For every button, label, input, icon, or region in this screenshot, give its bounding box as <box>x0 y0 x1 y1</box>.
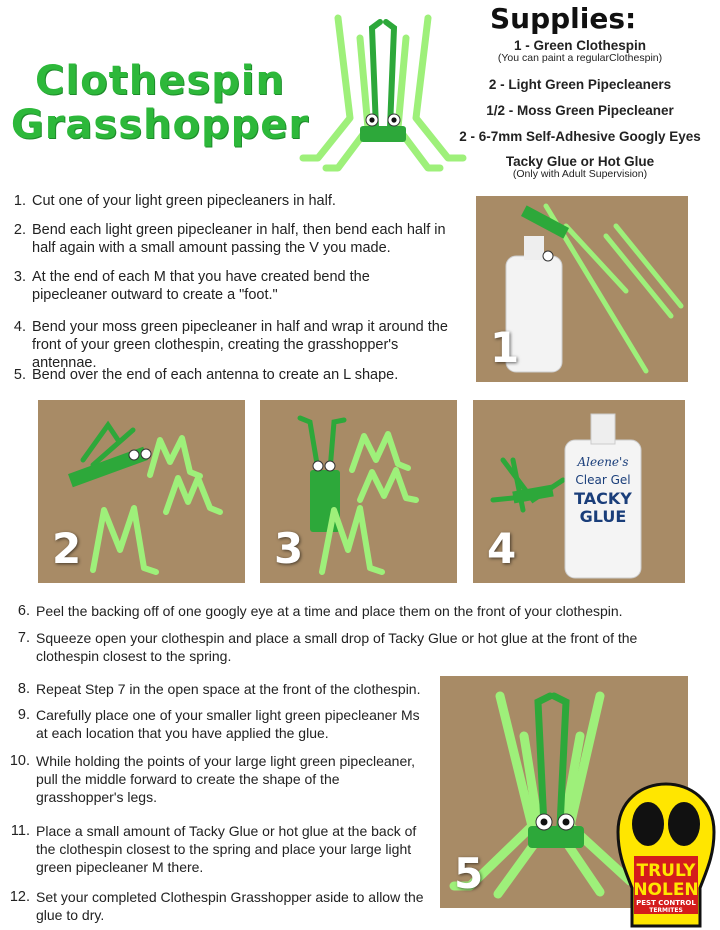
photo-step-2 <box>38 400 245 583</box>
svg-text:PEST CONTROL: PEST CONTROL <box>636 899 696 907</box>
svg-text:GLUE: GLUE <box>579 507 627 526</box>
step-badge-1: 1 <box>490 323 520 372</box>
supplies-heading: Supplies: <box>490 2 637 35</box>
step-2: 2. Bend each light green pipecleaner in half, then bend each half in half again with a small amount passing the V you made. <box>13 222 446 256</box>
supply-item-googly-eyes: 2 - 6-7mm Self-Adhesive Googly Eyes <box>459 129 701 144</box>
step-9: 9. Carefully place one of your smaller light green pipecleaner Ms at each location that you have applied the glue. <box>17 707 420 741</box>
supply-item-pipecleaners: 2 - Light Green Pipecleaners <box>488 77 672 92</box>
photo-step-1 <box>476 196 688 382</box>
step-11: 11. Place a small amount of Tacky Glue or hot glue at the back of the clothespin closest to the spring and place your large light green pipecleaner M there. <box>10 823 417 875</box>
svg-text:Clear Gel: Clear Gel <box>575 473 631 487</box>
step-6: 6. Peel the backing off of one googly eye at a time and place them on the front of your clothespin. <box>17 603 623 619</box>
step-10: 10. While holding the points of your large light green pipecleaner, pull the middle forward to create the shape of the grasshopper's legs. <box>9 753 416 805</box>
step-badge-2: 2 <box>52 524 82 573</box>
svg-text:NOLEN: NOLEN <box>633 880 699 900</box>
step-5: 5. Bend over the end of each antenna to create an L shape. <box>13 367 399 383</box>
svg-text:TERMITES: TERMITES <box>649 907 683 914</box>
grasshopper-hero-image <box>298 8 468 178</box>
step-3: 3. At the end of each M that you have created bend the pipecleaner outward to create a "foot." <box>13 269 370 303</box>
step-12: 12. Set your completed Clothespin Grasshopper aside to allow the glue to dry. <box>9 889 424 923</box>
svg-text:Aleene's: Aleene's <box>577 455 629 469</box>
truly-nolen-logo <box>614 780 718 930</box>
page-title-line-1: Clothespin <box>35 58 285 104</box>
step-badge-3: 3 <box>274 524 304 573</box>
photo-step-4 <box>473 400 685 583</box>
step-4: 4. Bend your moss green pipecleaner in half and wrap it around the front of your green clothespin, creating the grasshopper's antennae. <box>13 319 448 371</box>
svg-text:TACKY: TACKY <box>574 489 632 508</box>
step-badge-4: 4 <box>487 524 517 573</box>
supply-item-clothespin: 1 - Green Clothespin (You can paint a regularClothespin) <box>497 38 663 64</box>
svg-text:TRULY: TRULY <box>636 861 696 881</box>
photo-step-3 <box>260 400 457 583</box>
step-1: 1. Cut one of your light green pipecleaners in half. <box>13 193 336 209</box>
step-7: 7. Squeeze open your clothespin and place a small drop of Tacky Glue or hot glue at the front of the clothespin closest to the spring. <box>17 630 638 664</box>
supply-item-moss-pipecleaner: 1/2 - Moss Green Pipecleaner <box>486 103 674 118</box>
supply-item-glue: Tacky Glue or Hot Glue (Only with Adult Supervision) <box>505 154 655 180</box>
step-badge-5: 5 <box>454 849 484 898</box>
step-8: 8. Repeat Step 7 in the open space at the front of the clothespin. <box>17 681 421 697</box>
page-title-line-2: Grasshopper <box>10 102 310 148</box>
